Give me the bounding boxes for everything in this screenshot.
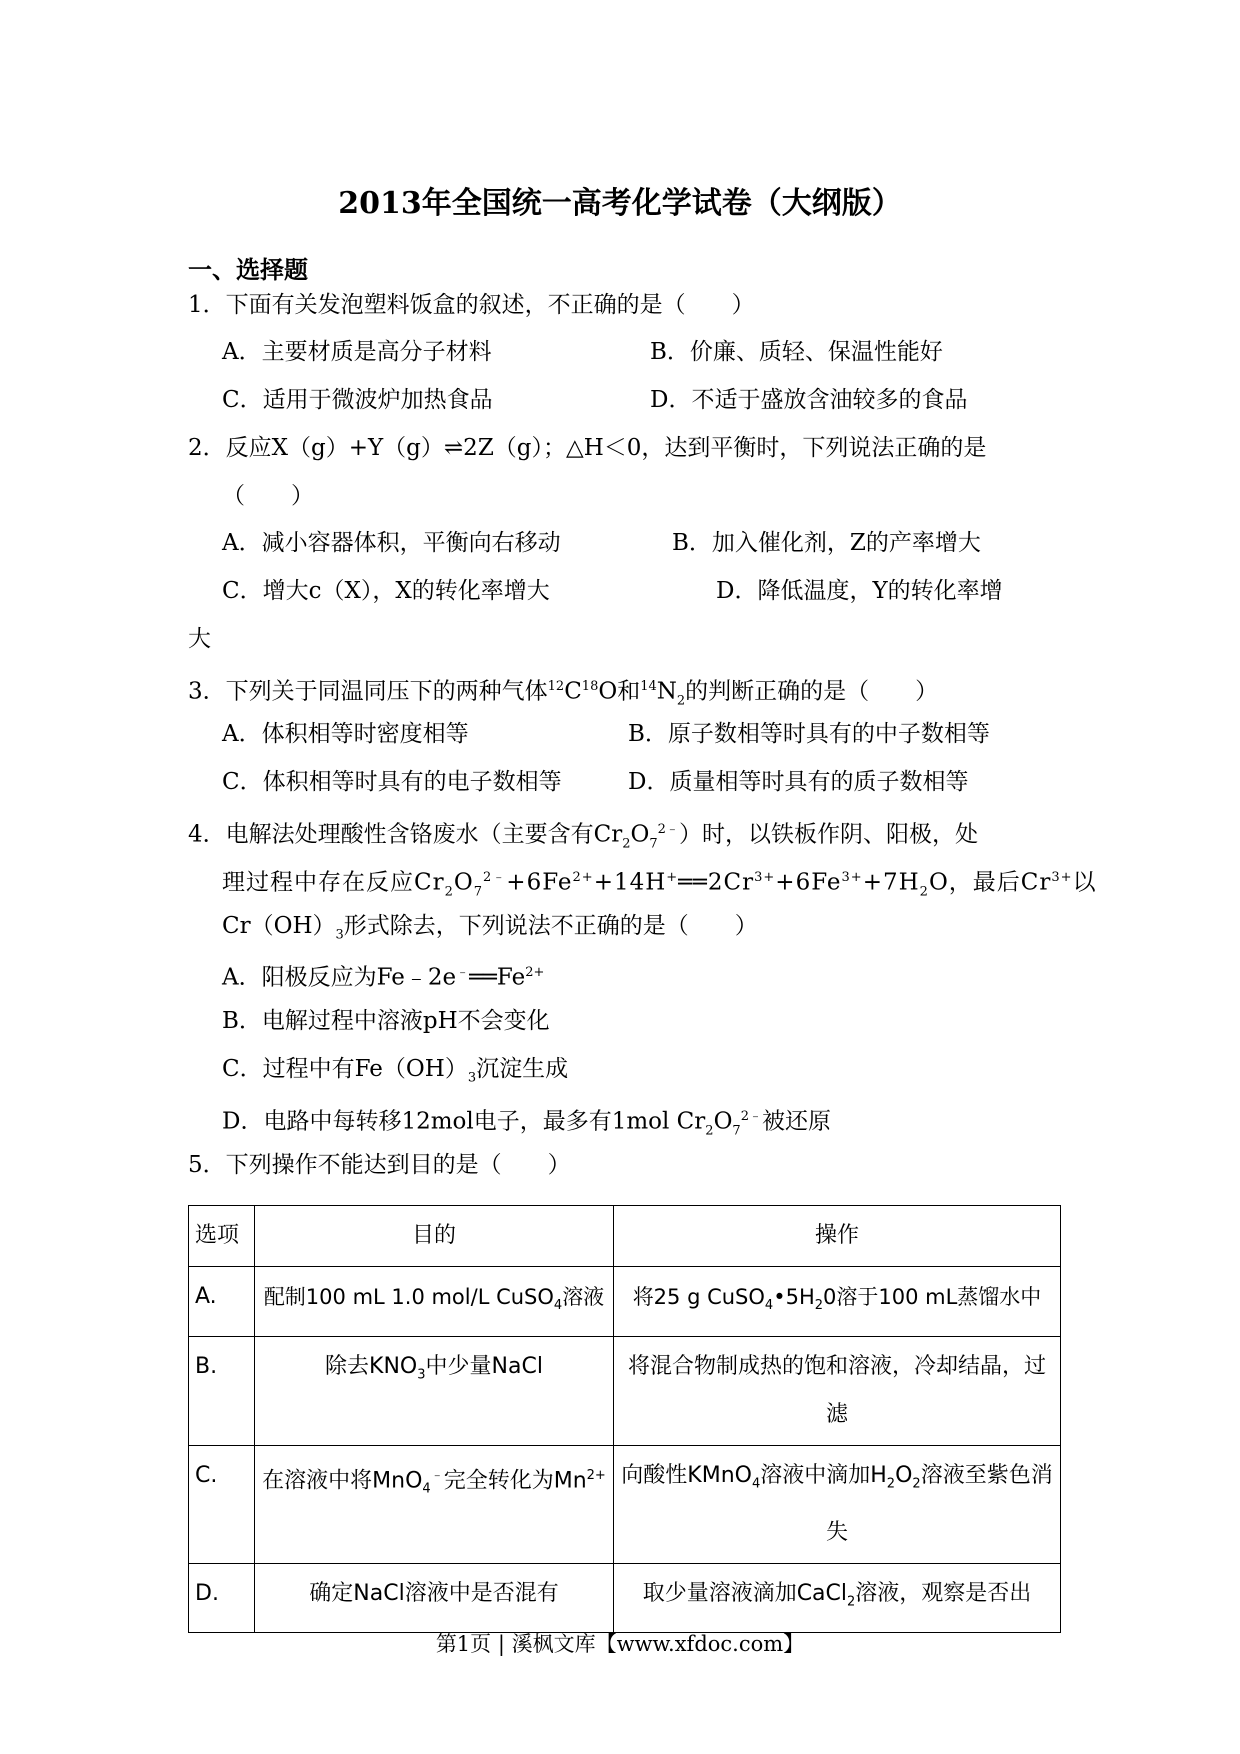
- q4-stem-line1: 4．电解法处理酸性含铬废水（主要含有$Cr_2O_7^{2﹣}$）时，以铁板作阴、阳极，处: [188, 821, 978, 852]
- row-operation: 向酸性KMnO$_4$溶液中滴加$H_2O_2$溶液至紫色消失: [614, 1446, 1061, 1563]
- q2-option-d-cont: 大: [188, 626, 211, 652]
- q3-option-b: B．原子数相等时具有的中子数相等: [628, 721, 990, 747]
- q3-option-c: C．体积相等时具有的电子数相等: [222, 769, 562, 795]
- q2-paren: （ ）: [222, 483, 314, 509]
- table-header-option: 选项: [189, 1206, 255, 1267]
- q3-stem: 3．下列关于同温同压下的两种气体$^{12}C^{18}O$和$^{14}N_2$的判断正确的是（ ）: [188, 678, 939, 709]
- q2-option-a: A．减小容器体积，平衡向右移动: [222, 530, 561, 556]
- page-title: 2013年全国统一高考化学试卷（大纲版）: [338, 186, 902, 221]
- q3-option-a: A．体积相等时密度相等: [222, 721, 469, 747]
- table-row: [189, 1267, 1061, 1337]
- row-operation: 取少量溶液滴加CaCl$_2$溶液，观察是否出: [614, 1563, 1061, 1632]
- q2-stem: 2．反应X（g）+Y（g）⇌2Z（g）；△H＜0，达到平衡时，下列说法正确的是: [188, 435, 987, 461]
- table-header-purpose: 目的: [255, 1206, 614, 1267]
- table-row: [189, 1446, 1061, 1563]
- q4-option-b: B．电解过程中溶液pH不会变化: [222, 1008, 550, 1034]
- q4-stem-line3: $Cr(OH)_3$形式除去，下列说法不正确的是（ ）: [222, 913, 758, 943]
- q1-option-c: C．适用于微波炉加热食品: [222, 387, 493, 413]
- q4-option-c: C．过程中有$Fe(OH)_3$沉淀生成: [222, 1056, 569, 1086]
- q2-option-d: D．降低温度，Y的转化率增: [716, 578, 1003, 604]
- row-operation: 将混合物制成热的饱和溶液，冷却结晶，过滤: [614, 1337, 1061, 1446]
- row-operation: 将25 g $CuSO_4•5H_20$溶于100 mL蒸馏水中: [614, 1267, 1061, 1337]
- q1-option-b: B．价廉、质轻、保温性能好: [650, 339, 943, 365]
- row-option: C.: [189, 1446, 255, 1563]
- row-purpose: 确定NaCl溶液中是否混有: [255, 1563, 614, 1632]
- row-option: B.: [189, 1337, 255, 1446]
- table-row: [189, 1337, 1061, 1446]
- q1-option-d: D．不适于盛放含油较多的食品: [650, 387, 968, 413]
- row-option: D.: [189, 1563, 255, 1632]
- row-purpose: 配制100 mL 1.0 mol/L CuSO$_4$溶液: [255, 1267, 614, 1337]
- q4-option-d: D．电路中每转移12mol电子，最多有1mol $Cr_2O_7^{2﹣}$被还原: [222, 1108, 831, 1139]
- q3-option-d: D．质量相等时具有的质子数相等: [628, 769, 969, 795]
- section-heading: 一、选择题: [188, 255, 308, 284]
- q5-table: [188, 1205, 1061, 1633]
- table-header-operation: 操作: [614, 1206, 1061, 1267]
- row-purpose: 在溶液中将MnO$_4$﹣完全转化为$Mn^{2+}$: [255, 1446, 614, 1563]
- row-option: A.: [189, 1267, 255, 1337]
- table-row: [189, 1563, 1061, 1632]
- q1-option-a: A．主要材质是高分子材料: [222, 339, 492, 365]
- q5-stem: 5．下列操作不能达到目的是（ ）: [188, 1152, 571, 1178]
- page-footer: 第1页 | 溪枫文库【www.xfdoc.com】: [435, 1632, 805, 1656]
- q2-option-b: B．加入催化剂，Z的产率增大: [672, 530, 981, 556]
- table-header-row: [189, 1206, 1061, 1267]
- q4-stem-line2: 理过程中存在反应$Cr_2O_7^{2﹣}+6Fe^{2+}+14H^+══2Cr^{3+}+6Fe^{3+}+7H_2O$，最后$Cr^{3+}$以: [222, 869, 1097, 900]
- q2-option-c: C．增大c（X），X的转化率增大: [222, 578, 550, 604]
- q4-option-a: A．阳极反应为$Fe﹣2e^﹣══Fe^{2+}$: [222, 964, 545, 991]
- q1-stem: 1．下面有关发泡塑料饭盒的叙述，不正确的是（ ）: [188, 292, 755, 318]
- row-purpose: 除去$KNO_3$中少量NaCl: [255, 1337, 614, 1446]
